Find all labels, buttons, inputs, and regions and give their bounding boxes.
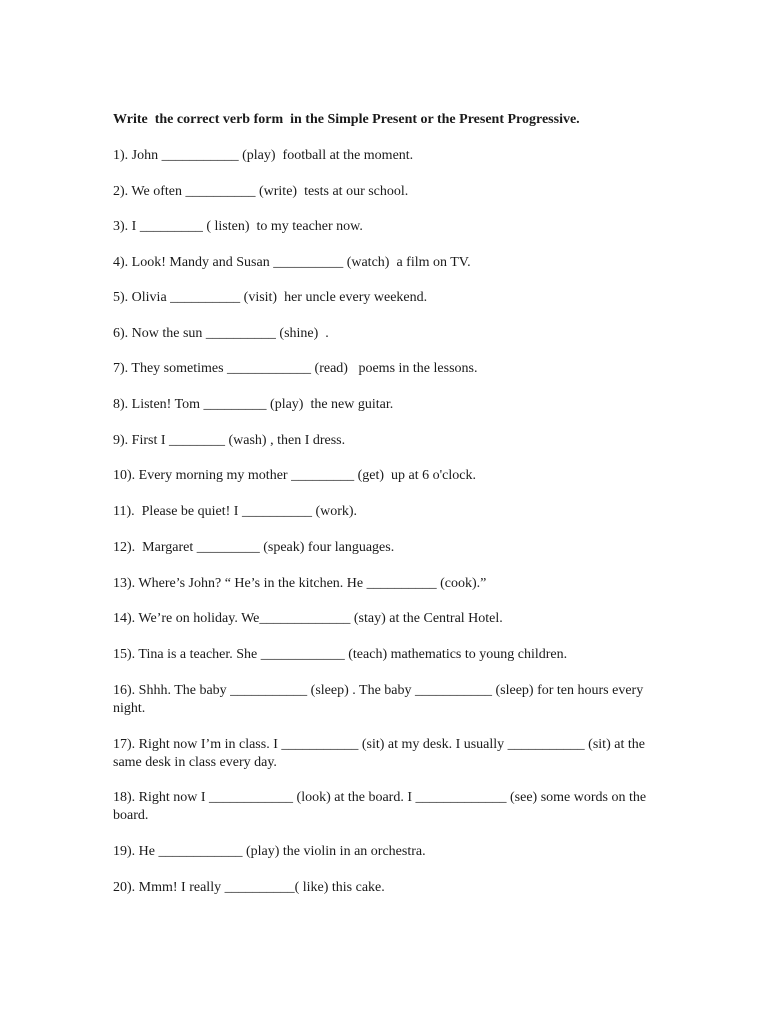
exercise-item-1: 1). John ___________ (play) football at the moment. [113,148,414,163]
exercise-item-13: 13). Where’s John? “ He’s in the kitchen. He __________ (cook).” [113,576,487,591]
exercise-item-20: 20). Mmm! I really __________( like) this cake. [113,880,385,895]
exercise-item-8: 8). Listen! Tom _________ (play) the new guitar. [113,397,394,412]
exercise-item-16: 16). Shhh. The baby ___________ (sleep) . The baby ___________ (sleep) for ten hours every night. [113,683,647,716]
exercise-item-9: 9). First I ________ (wash) , then I dress. [113,433,346,448]
exercise-item-14: 14). We’re on holiday. We_____________ (stay) at the Central Hotel. [113,611,503,626]
exercise-item-6: 6). Now the sun __________ (shine) . [113,326,329,341]
exercise-item-18: 18). Right now I ____________ (look) at the board. I _____________ (see) some words on the board. [113,790,650,823]
exercise-item-10: 10). Every morning my mother _________ (get) up at 6 o'clock. [113,468,476,483]
exercise-item-3: 3). I _________ ( listen) to my teacher now. [113,219,363,234]
exercise-item-19: 19). He ____________ (play) the violin in an orchestra. [113,844,426,859]
exercise-item-17: 17). Right now I’m in class. I ___________ (sit) at my desk. I usually ___________ (sit) at the same desk in class every day. [113,737,649,770]
exercise-item-15: 15). Tina is a teacher. She ____________ (teach) mathematics to young children. [113,647,568,662]
exercise-item-7: 7). They sometimes ____________ (read) poems in the lessons. [113,361,478,376]
worksheet-instructions: Write the correct verb form in the Simple Present or the Present Progressive. [113,112,580,127]
exercise-item-2: 2). We often __________ (write) tests at our school. [113,184,409,199]
exercise-item-4: 4). Look! Mandy and Susan __________ (watch) a film on TV. [113,255,471,270]
exercise-item-5: 5). Olivia __________ (visit) her uncle every weekend. [113,290,428,305]
exercise-item-12: 12). Margaret _________ (speak) four languages. [113,540,395,555]
exercise-item-11: 11). Please be quiet! I __________ (work). [113,504,358,519]
